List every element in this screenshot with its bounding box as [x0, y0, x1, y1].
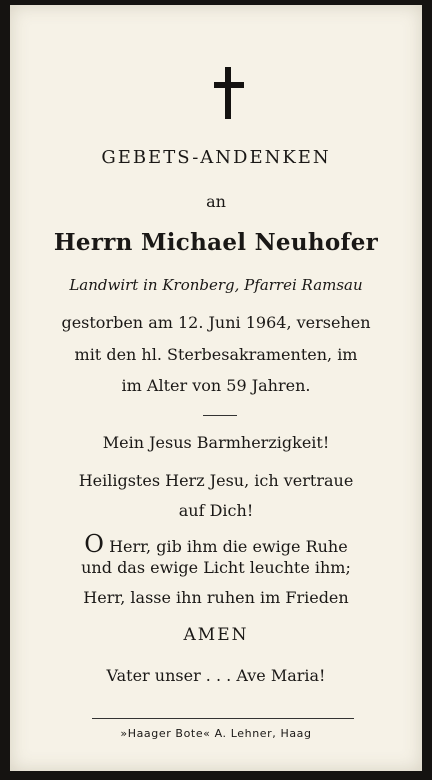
- cross-icon: [214, 67, 244, 119]
- prayer-line: [10, 530, 422, 558]
- death-text-line: im Alter von 59 Jahren.: [121, 376, 311, 395]
- prayer-line: Mein Jesus Barmherzigkeit!: [102, 433, 330, 452]
- deceased-occupation: Landwirt in Kronberg, Pfarrei Ramsau: [69, 276, 363, 294]
- prayer-line: und das ewige Licht leuchte ihm;: [81, 558, 351, 577]
- prayer-line: Herr, lasse ihn ruhen im Frieden: [83, 588, 349, 607]
- prayer-line: auf Dich!: [178, 501, 254, 520]
- printer-credit: »Haager Bote« A. Lehner, Haag: [120, 727, 312, 740]
- amen-text: AMEN: [183, 625, 249, 645]
- footer-rule: [92, 718, 354, 719]
- closing-prayer: Vater unser . . . Ave Maria!: [106, 666, 326, 685]
- separator-line: [203, 415, 237, 416]
- deceased-name: Herrn Michael Neuhofer: [53, 229, 379, 256]
- memorial-card: [10, 5, 422, 771]
- death-text-line: gestorben am 12. Juni 1964, versehen: [61, 313, 371, 332]
- prayer-line: Heiligstes Herz Jesu, ich vertraue: [78, 471, 354, 490]
- death-text-line: mit den hl. Sterbesakramenten, im: [74, 345, 358, 364]
- prayer-initial: O: [84, 530, 104, 558]
- card-heading: GEBETS-ANDENKEN: [101, 147, 331, 168]
- prayer-line-rest: Herr, gib ihm die ewige Ruhe: [103, 537, 348, 556]
- dedication-word: an: [206, 192, 226, 211]
